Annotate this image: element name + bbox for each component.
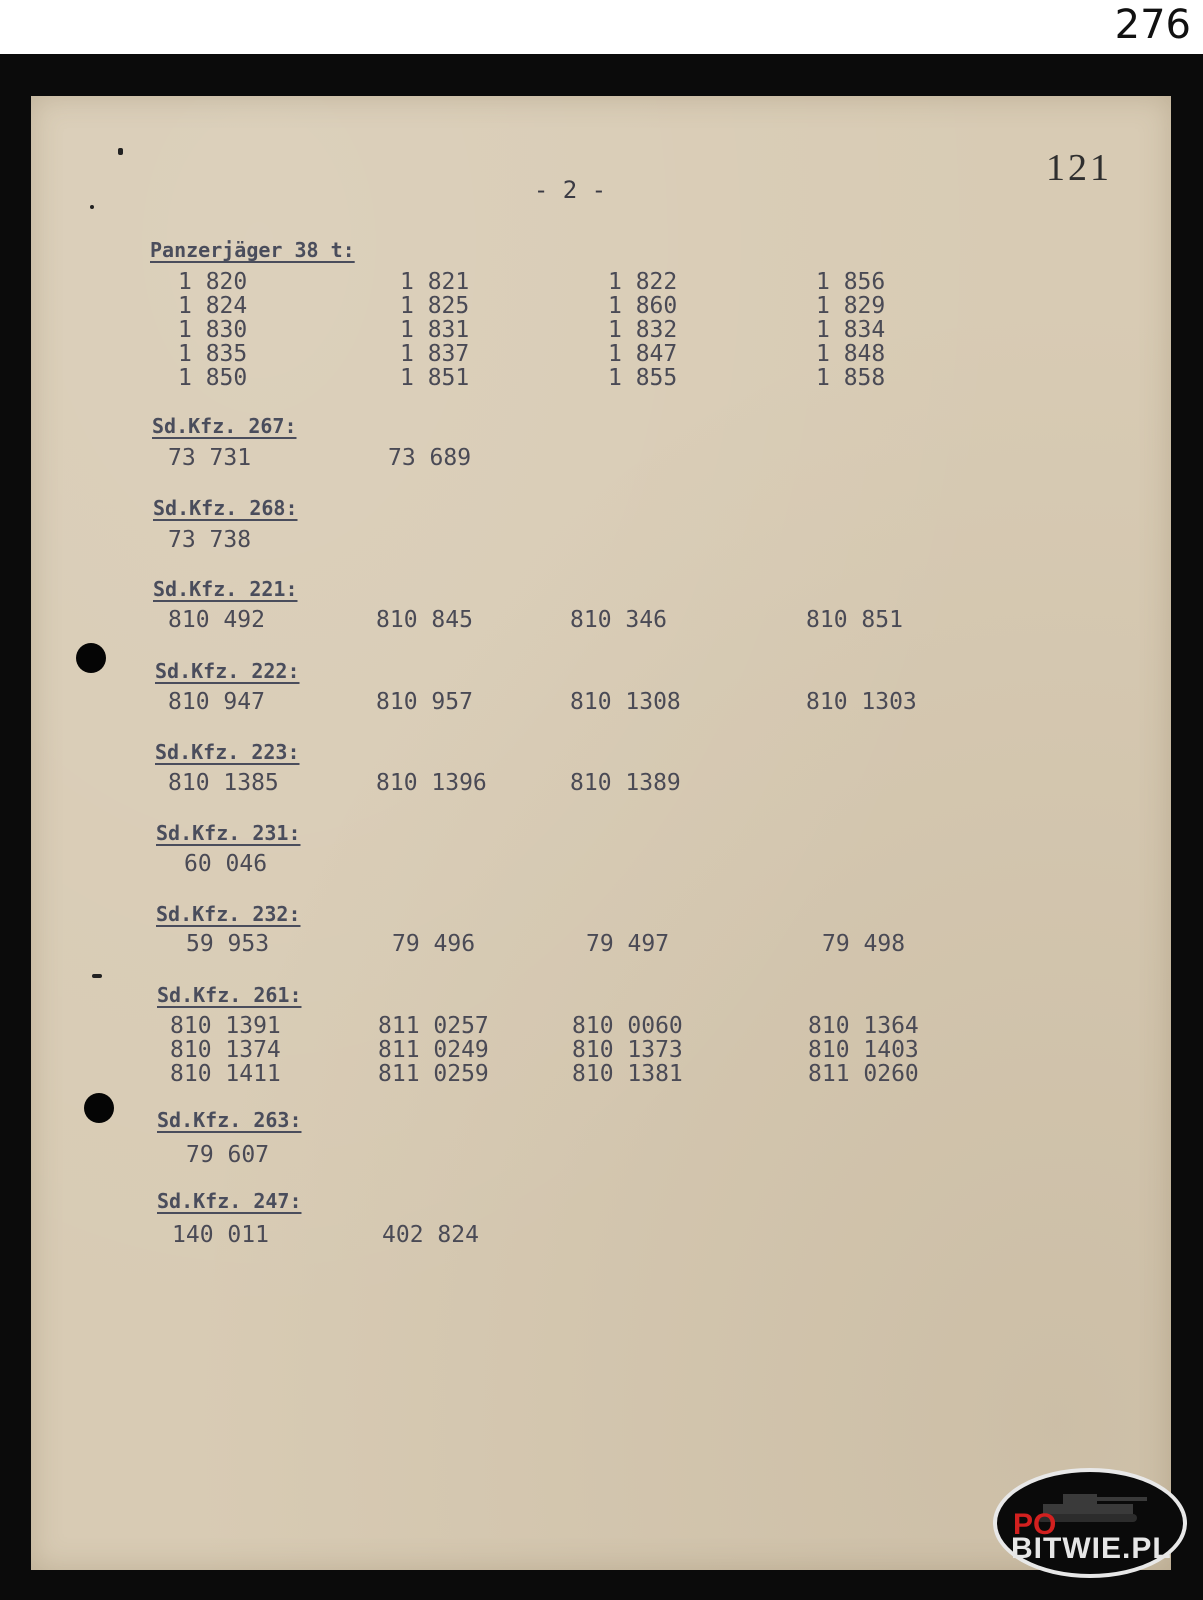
section-heading: Sd.Kfz. 261: — [157, 983, 302, 1007]
serial-number: 140 011 — [172, 1222, 269, 1248]
serial-number: 73 731 — [168, 445, 252, 471]
serial-number: 1 821 — [400, 269, 470, 295]
watermark-logo — [993, 1468, 1187, 1578]
serial-number: 811 0259 — [378, 1061, 489, 1087]
serial-number: 1 851 — [400, 365, 470, 391]
section-heading: Sd.Kfz. 223: — [155, 740, 300, 764]
serial-number: 810 851 — [806, 607, 903, 633]
staple-mark — [90, 205, 94, 209]
serial-number: 73 689 — [388, 445, 472, 471]
serial-number: 810 346 — [570, 607, 667, 633]
serial-number: 1 860 — [608, 293, 678, 319]
serial-number: 1 822 — [608, 269, 678, 295]
section-heading: Sd.Kfz. 231: — [156, 821, 301, 845]
serial-number: 810 1364 — [808, 1013, 919, 1039]
punch-hole — [84, 1093, 114, 1123]
serial-number: 1 856 — [816, 269, 886, 295]
serial-number: 810 1374 — [170, 1037, 281, 1063]
section-heading: Panzerjäger 38 t: — [150, 238, 355, 262]
serial-number: 402 824 — [382, 1222, 479, 1248]
serial-number: 810 1308 — [570, 689, 681, 715]
serial-number: 1 824 — [178, 293, 248, 319]
serial-number: 810 947 — [168, 689, 265, 715]
top-page-number: 276 — [1114, 2, 1191, 48]
serial-number: 59 953 — [186, 931, 270, 957]
section-heading: Sd.Kfz. 268: — [153, 496, 298, 520]
serial-number: 1 825 — [400, 293, 470, 319]
serial-number: 810 1385 — [168, 770, 279, 796]
watermark-bitwie: BITWIE.PL — [1011, 1532, 1172, 1565]
serial-number: 810 957 — [376, 689, 473, 715]
serial-number: 1 831 — [400, 317, 470, 343]
serial-number: 1 832 — [608, 317, 678, 343]
folio-stamp: 121 — [1046, 147, 1112, 189]
serial-number: 810 1373 — [572, 1037, 683, 1063]
serial-number: 810 1391 — [170, 1013, 281, 1039]
serial-number: 810 1403 — [808, 1037, 919, 1063]
serial-number: 73 738 — [168, 527, 252, 553]
serial-number: 811 0249 — [378, 1037, 489, 1063]
serial-number: 79 607 — [186, 1142, 270, 1168]
staple-mark — [92, 974, 102, 978]
serial-number: 810 1381 — [572, 1061, 683, 1087]
serial-number: 60 046 — [184, 851, 268, 877]
serial-number: 1 847 — [608, 341, 678, 367]
serial-number: 1 855 — [608, 365, 678, 391]
watermark-po: PO — [1013, 1508, 1057, 1541]
serial-number: 1 834 — [816, 317, 886, 343]
serial-number: 810 0060 — [572, 1013, 683, 1039]
serial-number: 1 820 — [178, 269, 248, 295]
serial-number: 810 492 — [168, 607, 265, 633]
section-heading: Sd.Kfz. 267: — [152, 414, 297, 438]
section-heading: Sd.Kfz. 222: — [155, 659, 300, 683]
section-heading: Sd.Kfz. 232: — [156, 902, 301, 926]
serial-number: 1 830 — [178, 317, 248, 343]
section-heading: Sd.Kfz. 247: — [157, 1189, 302, 1213]
serial-number: 810 1303 — [806, 689, 917, 715]
serial-number: 1 835 — [178, 341, 248, 367]
section-heading: Sd.Kfz. 263: — [157, 1108, 302, 1132]
serial-number: 1 837 — [400, 341, 470, 367]
serial-number: 810 845 — [376, 607, 473, 633]
serial-number: 811 0257 — [378, 1013, 489, 1039]
serial-number: 810 1396 — [376, 770, 487, 796]
page-marker: - 2 - — [533, 176, 607, 204]
punch-hole — [76, 643, 106, 673]
serial-number: 811 0260 — [808, 1061, 919, 1087]
serial-number: 79 497 — [586, 931, 670, 957]
serial-number: 810 1411 — [170, 1061, 281, 1087]
serial-number: 1 858 — [816, 365, 886, 391]
serial-number: 1 848 — [816, 341, 886, 367]
serial-number: 79 498 — [822, 931, 906, 957]
serial-number: 810 1389 — [570, 770, 681, 796]
serial-number: 1 829 — [816, 293, 886, 319]
serial-number: 1 850 — [178, 365, 248, 391]
section-heading: Sd.Kfz. 221: — [153, 577, 298, 601]
staple-mark — [118, 148, 123, 155]
serial-number: 79 496 — [392, 931, 476, 957]
